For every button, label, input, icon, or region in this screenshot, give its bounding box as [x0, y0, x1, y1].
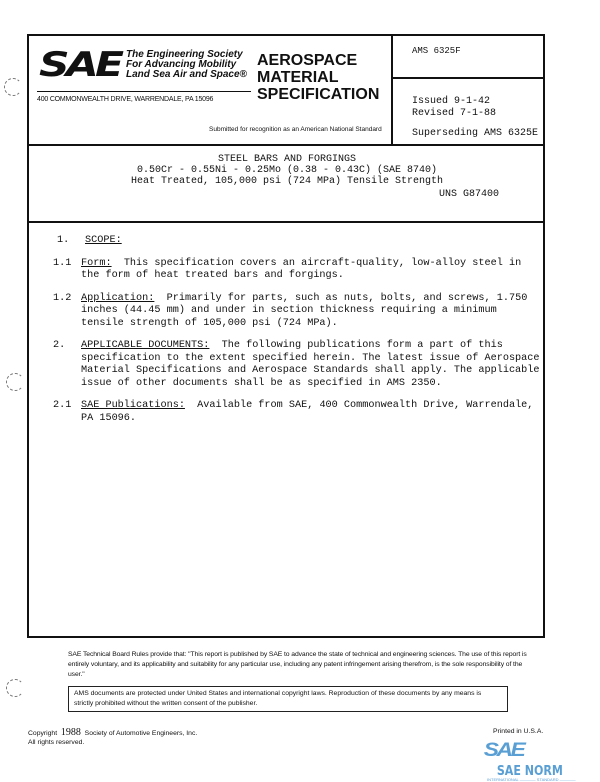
document-frame — [27, 34, 545, 638]
copyright-notice-box: AMS documents are protected under United States and international copyright laws. Reproduction of these documents by any means is strictly prohibited without the written consent of the publisher. — [68, 686, 508, 712]
copyright-year: 1988 — [60, 727, 81, 738]
section-2-1: 2.1 SAE Publications: Available from SAE, 400 Commonwealth Drive, Warrendale, PA 15096. — [53, 400, 534, 424]
copyright: Copyright 1988 Society of Automotive Engineers, Inc. All rights reserved. — [28, 727, 198, 746]
spec-title: STEEL BARS AND FORGINGS 0.50Cr - 0.55Ni - 0.25Mo (0.38 - 0.43C) (SAE 8740) Heat Treated, 105,000 psi (724 MPa) Tensile Strength — [130, 154, 444, 187]
binder-hole-middle — [6, 373, 24, 391]
ansi-submission-note: Submitted for recognition as an American National Standard — [209, 126, 382, 133]
technical-board-rules: SAE Technical Board Rules provide that: "This report is published by SAE to advance the state of technical and engineering sciences. The use of this report is entirely voluntary, and its applicability and suitability for any particular use, including any patent infringement arising therefrom, is the sole responsibility of the user." — [68, 651, 527, 678]
header-divider-vertical — [391, 36, 393, 145]
superseding-note: Superseding AMS 6325E — [412, 128, 539, 139]
watermark-logo: SAE — [483, 740, 524, 761]
sae-tagline: The Engineering Society For Advancing Mobility Land Sea Air and Space® — [126, 49, 247, 80]
binder-hole-top — [4, 78, 22, 96]
printed-in: Printed in U.S.A. — [493, 728, 544, 735]
issue-dates — [412, 96, 496, 120]
watermark-text: SAE NORM — [496, 764, 563, 779]
section-2: 2. APPLICABLE DOCUMENTS: The following publications form a part of this specification to the extent specified herein. The latest issue of Aerospace Material Specifications and Aerospace Standards shall apply. The applicable issue of other documents shall be as specified in AMS 2350. — [53, 340, 540, 389]
doc-type-title: AEROSPACE MATERIAL SPECIFICATION — [257, 52, 380, 103]
section-1-2: 1.2 Application: Primarily for parts, such as nuts, bolts, and screws, 1.750 inches (44.45 mm) and under in section thickness requiring a minimum tensile strength of 105,000 psi (724 MPa). — [53, 292, 528, 329]
header-bottom-rule — [29, 144, 545, 146]
sae-logo: SAE — [39, 45, 121, 85]
watermark-subtext: INTERNATIONAL ———— STANDARD ———— — [487, 777, 576, 782]
issued-date: Issued 9-1-42 — [412, 96, 491, 107]
uns-number: UNS G87400 — [438, 189, 499, 200]
section-1: 1. SCOPE: — [57, 235, 122, 246]
title-bottom-rule — [29, 221, 545, 223]
sae-norm-watermark — [483, 740, 600, 782]
header-divider-number — [393, 77, 545, 79]
section-1-1: 1.1 Form: This specification covers an aircraft-quality, low-alloy steel in the form of heat treated bars and forgings. — [53, 257, 522, 281]
ams-number: AMS 6325F — [412, 46, 461, 56]
revised-date: Revised 7-1-88 — [412, 108, 497, 119]
binder-hole-bottom — [6, 679, 24, 697]
spec-body — [53, 235, 543, 435]
header-left — [29, 36, 391, 145]
address-rule — [37, 91, 251, 92]
sae-address: 400 COMMONWEALTH DRIVE, WARRENDALE, PA 15096 — [37, 96, 214, 103]
